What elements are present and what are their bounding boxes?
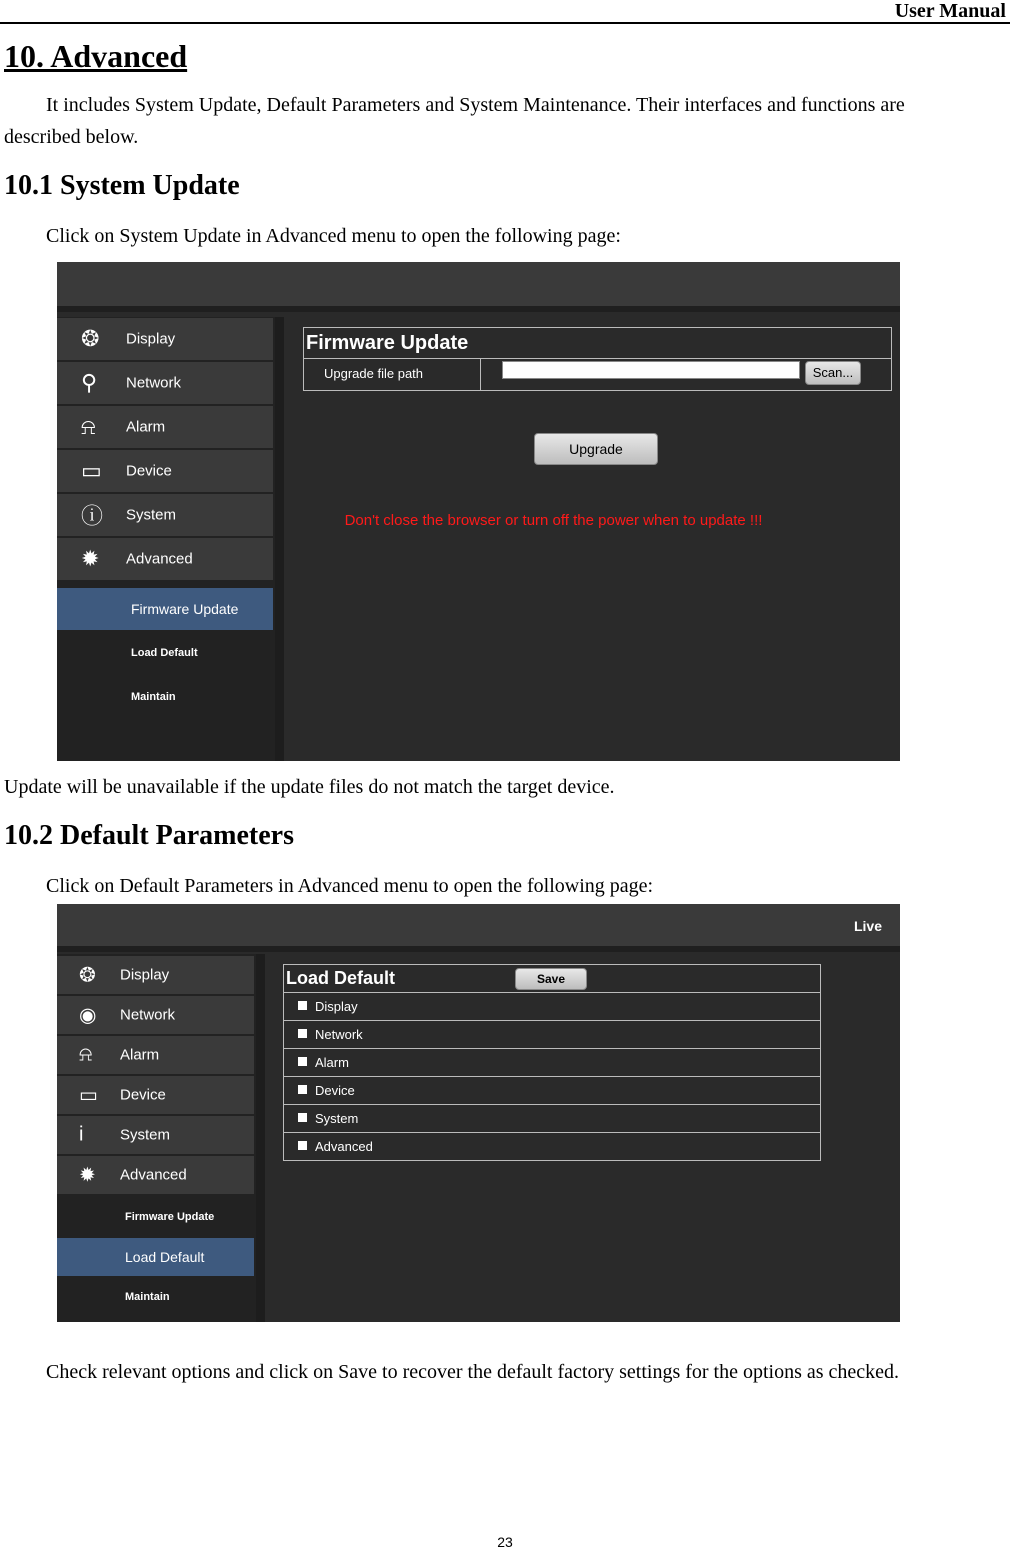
network-icon: ⚲ [81, 370, 98, 395]
submenu-item-firmware-update[interactable] [57, 588, 273, 630]
option-checkbox[interactable] [298, 1001, 307, 1010]
submenu-item-label: Maintain [125, 1291, 170, 1303]
option-label: Display [315, 999, 358, 1014]
firmware-update-panel [303, 327, 892, 391]
system-icon: ⓘ [81, 503, 104, 529]
display-icon: ❂ [79, 964, 96, 987]
sidebar-item-label: Network [120, 1006, 176, 1024]
sidebar-item-label: Network [126, 374, 182, 392]
running-header: User Manual [894, 0, 1006, 22]
sidebar-item-label: Display [120, 966, 170, 984]
live-link[interactable]: Live [853, 918, 882, 934]
submenu-item-load-default[interactable] [57, 1238, 254, 1276]
alarm-icon: ⍾ [79, 1043, 93, 1066]
submenu-item-label: Maintain [131, 691, 176, 703]
sidebar-item-alarm[interactable] [57, 1036, 254, 1076]
submenu-item-label: Firmware Update [131, 601, 239, 617]
default-parameters-note: Check relevant options and click on Save to recover the default factory settings for the options as checked. [46, 1361, 900, 1383]
top-bar [57, 904, 900, 952]
sidebar-item-network[interactable] [57, 362, 273, 406]
option-label: Network [315, 1027, 363, 1042]
network-icon: ◉ [79, 1004, 97, 1027]
sidebar-item-advanced[interactable] [57, 1156, 254, 1196]
panel-title-text: Load Default [286, 968, 396, 988]
option-checkbox[interactable] [298, 1113, 307, 1122]
device-icon: ▭ [79, 1084, 98, 1107]
update-warning: Don't close the browser or turn off the power when to update !!! [344, 512, 763, 529]
save-button[interactable]: Save [515, 968, 587, 990]
submenu-item-load-default[interactable] [57, 632, 273, 674]
sidebar-item-label: Device [126, 462, 172, 480]
option-row-device [284, 1077, 820, 1105]
sidebar-item-system[interactable] [57, 1116, 254, 1156]
option-checkbox[interactable] [298, 1141, 307, 1150]
device-icon: ▭ [81, 458, 102, 483]
option-checkbox[interactable] [298, 1029, 307, 1038]
submenu-item-label: Load Default [125, 1249, 205, 1265]
system-update-instruction: Click on System Update in Advanced menu to open the following page: [46, 225, 621, 247]
page-number: 23 [497, 1534, 513, 1550]
submenu-item-maintain[interactable] [57, 1278, 254, 1316]
sidebar-item-display[interactable] [57, 956, 254, 996]
option-label: System [315, 1111, 359, 1126]
firmware-update-screenshot [57, 262, 900, 761]
option-label: Advanced [315, 1139, 373, 1154]
sidebar-item-label: Display [126, 330, 176, 348]
option-row-display [284, 993, 820, 1021]
sidebar-item-alarm[interactable] [57, 406, 273, 450]
sidebar-item-label: Advanced [120, 1166, 187, 1184]
option-row-network [284, 1021, 820, 1049]
intro-line-2: described below. [4, 126, 139, 148]
subsection-title-default-parameters: 10.2 Default Parameters [4, 820, 295, 851]
gear-icon: ✹ [79, 1164, 96, 1187]
submenu-item-firmware-update[interactable] [57, 1198, 254, 1236]
system-icon: i [79, 1123, 84, 1146]
sidebar-item-device[interactable] [57, 1076, 254, 1116]
option-label: Alarm [315, 1055, 349, 1070]
upgrade-path-input[interactable] [502, 361, 800, 379]
option-label: Device [315, 1083, 355, 1098]
sidebar-item-device[interactable] [57, 450, 273, 494]
option-row-advanced [284, 1133, 820, 1160]
panel-title [284, 965, 820, 993]
panel-title: Firmware Update [304, 328, 891, 359]
submenu-item-maintain[interactable] [57, 676, 273, 718]
top-bar [57, 262, 900, 312]
default-parameters-instruction: Click on Default Parameters in Advanced menu to open the following page: [46, 875, 654, 897]
section-title: 10. Advanced [4, 38, 188, 74]
sidebar-item-label: System [120, 1126, 171, 1144]
option-checkbox[interactable] [298, 1057, 307, 1066]
sidebar-item-network[interactable] [57, 996, 254, 1036]
subsection-title-system-update: 10.1 System Update [4, 170, 240, 201]
option-row-alarm [284, 1049, 820, 1077]
upgrade-path-row [304, 359, 891, 390]
sidebar-item-label: Device [120, 1086, 166, 1104]
submenu-item-label: Firmware Update [125, 1211, 215, 1223]
sidebar-item-display[interactable] [57, 318, 273, 362]
upgrade-path-label: Upgrade file path [324, 366, 424, 381]
option-checkbox[interactable] [298, 1085, 307, 1094]
upgrade-button[interactable]: Upgrade [534, 433, 658, 465]
load-default-screenshot [57, 904, 900, 1322]
sidebar-item-advanced[interactable] [57, 538, 273, 582]
intro-line-1: It includes System Update, Default Parameters and System Maintenance. Their interfaces and functions are [46, 94, 905, 116]
sidebar-item-label: Advanced [126, 550, 193, 568]
header-rule [0, 22, 1010, 24]
sidebar-item-label: System [126, 506, 177, 524]
alarm-icon: ⍾ [81, 414, 96, 439]
display-icon: ❂ [81, 326, 100, 351]
system-update-note: Update will be unavailable if the update files do not match the target device. [4, 776, 615, 798]
sidebar-item-label: Alarm [120, 1046, 160, 1064]
load-default-panel [283, 964, 821, 1161]
submenu-item-label: Load Default [131, 647, 198, 659]
scan-button[interactable]: Scan... [805, 361, 861, 385]
sidebar-item-label: Alarm [126, 418, 166, 436]
gear-icon: ✹ [81, 546, 100, 571]
option-row-system [284, 1105, 820, 1133]
